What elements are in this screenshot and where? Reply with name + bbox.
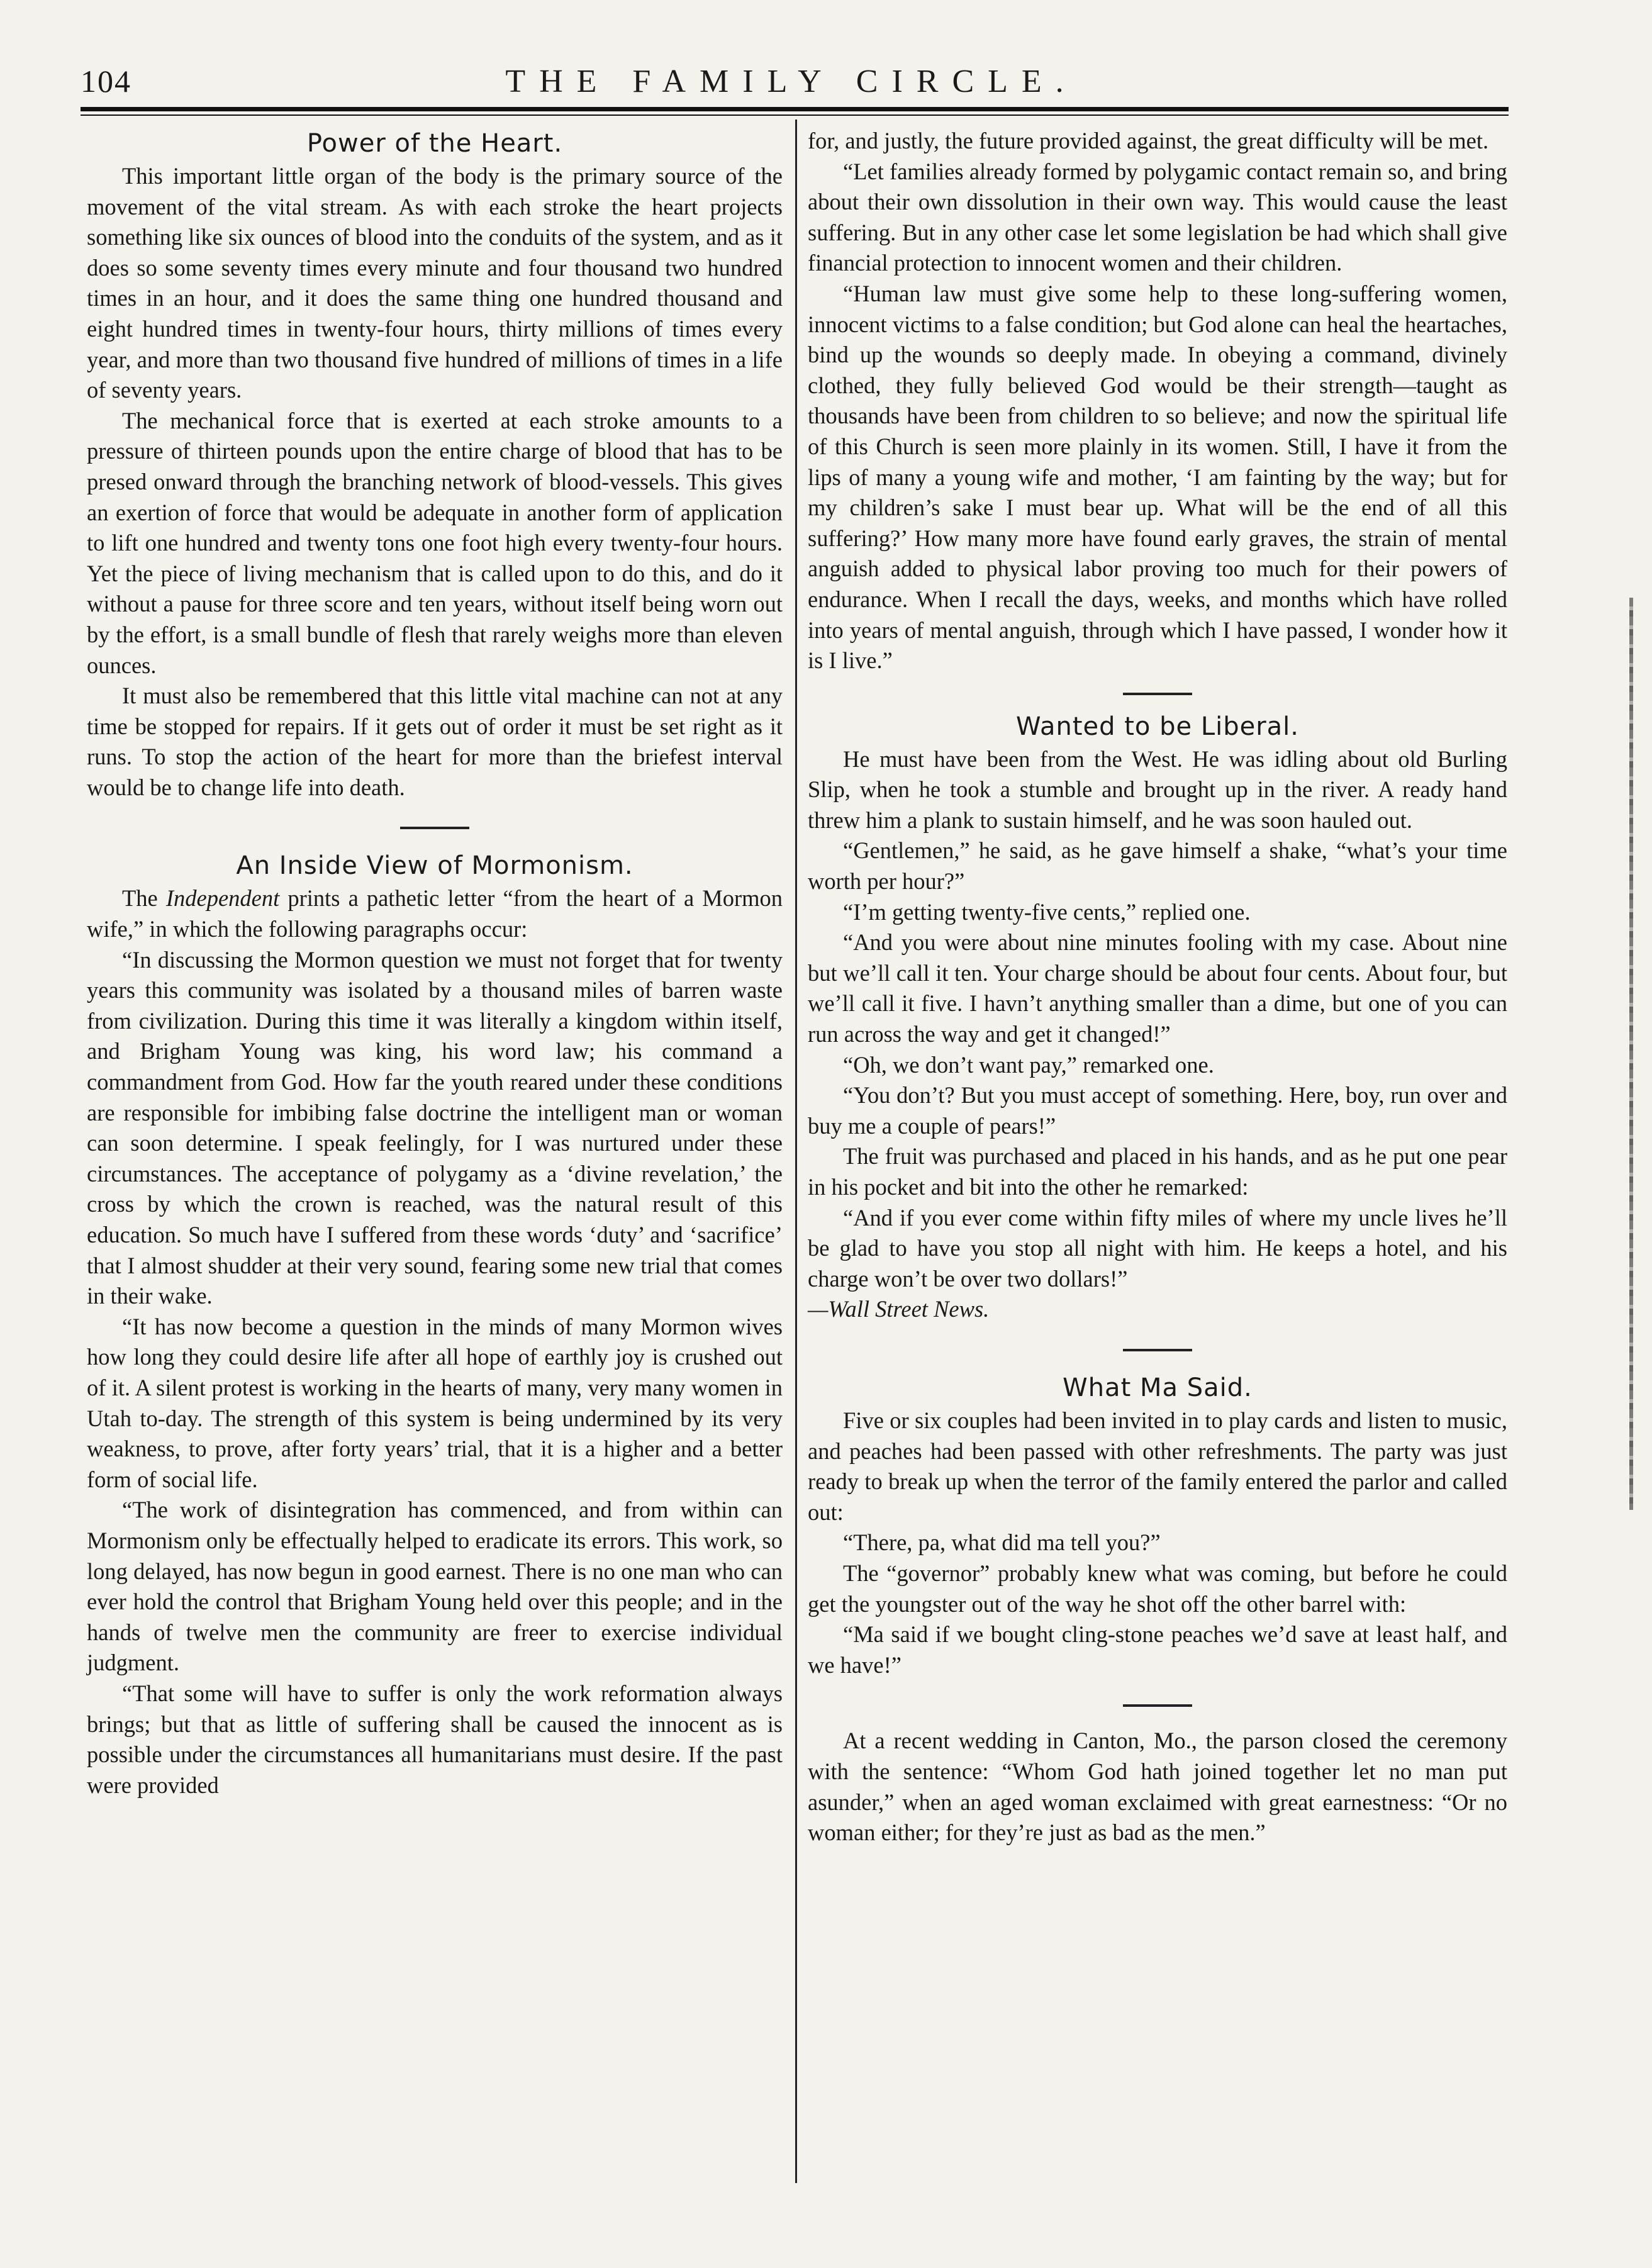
article-title: An Inside View of Mormonism. bbox=[236, 851, 633, 881]
article-paragraph: “Ma said if we bought cling-stone peaches we’d save at least half, and we have!” bbox=[808, 1621, 1507, 1678]
article-paragraph: “There, pa, what did ma tell you?” bbox=[843, 1529, 1161, 1556]
section-separator bbox=[400, 827, 469, 829]
section-separator bbox=[1123, 1349, 1192, 1351]
article-paragraph: At a recent wedding in Canton, Mo., the parson closed the ceremony with the sentence: “Whom God hath joined together let no man put asunder,” when an aged woman exclaimed with great earnestness: “Or no woman either; for they’re just as bad as the men.” bbox=[808, 1728, 1507, 1846]
article-paragraph: “The work of disintegration has commenced, and from within can Mormonism only be effectually helped to eradicate its errors. This work, so long delayed, has now begun in good earnest. There is no one man who can ever hold the control that Brigham Young held over this people; and in the hands of twelve men the community are freer to exercise individual judgment. bbox=[87, 1497, 783, 1676]
margin-scan-artifact bbox=[1629, 598, 1633, 1510]
article-power-of-the-heart bbox=[87, 126, 783, 803]
article-paragraph: “In discussing the Mormon question we must not forget that for twenty years this community was isolated by a thousand miles of barren waste from civilization. During this time it was literally a kingdom within itself, and Brigham Young was king, his word law; his command a commandment from God. How far the youth reared under these conditions are responsible for imbibing false doctrine the intelligent man or woman can soon determine. I speak feelingly, for I was nurtured under these circumstances. The acceptance of polygamy as a ‘divine revelation,’ the cross by which the crown is reached, was the natural result of this education. So much have I suffered from these words ‘duty’ and ‘sacrifice’ that I almost shudder at their very sound, fearing some new trial that comes in their wake. bbox=[87, 946, 783, 1309]
page-header bbox=[81, 63, 1502, 101]
article-paragraph: “Gentlemen,” he said, as he gave himself a shake, “what’s your time worth per hour?” bbox=[808, 837, 1507, 895]
article-inside-view-of-mormonism bbox=[87, 848, 783, 1801]
article-canton-wedding bbox=[808, 1726, 1507, 1848]
article-paragraph: “Let families already formed by polygamic contact remain so, and bring about their own dissolution in their own way. This would cause the least suffering. But in any other case let some legislation be had which shall give financial protection to innocent women and their children. bbox=[808, 158, 1507, 276]
section-separator bbox=[1123, 1704, 1192, 1707]
article-paragraph: The fruit was purchased and placed in his hands, and as he put one pear in his pocket and bit into the other he remarked: bbox=[808, 1143, 1507, 1200]
article-paragraph: “Human law must give some help to these long-suffering women, innocent victims to a false condition; but God alone can heal the heartaches, bind up the wounds so deeply made. In obeying a command, divinely clothed, they fully believed God would be their strength—taught as thousands have been from children to so believe; and now the spiritual life of this Church is seen more plainly in its women. Still, I have it from the lips of many a young wife and mother, ‘I am fainting by the way; but for my children’s sake I must bear up. What will be the end of all this suffering?’ How many more have found early graves, the strain of mental anguish added to physical labor proving too much for their powers of endurance. When I recall the days, weeks, and months which have rolled into years of mental anguish, through which I have passed, I wonder how it is I live.” bbox=[808, 280, 1507, 674]
intro-text: prints a pathetic letter “from the heart of a Mormon wife,” in which the following paragraphs occur: bbox=[87, 885, 783, 942]
article-title: What Ma Said. bbox=[1063, 1373, 1253, 1402]
article-paragraph: for, and justly, the future provided against, the great difficulty will be met. bbox=[808, 128, 1489, 154]
article-paragraph: This important little organ of the body is the primary source of the movement of the vital stream. As with each stroke the heart projects something like six ounces of blood into the conduits of the system, and as it does so some seventy times every minute and four thousand two hundred times in an hour, and it does the same thing one hundred thousand and eight hundred times in twenty-four hours, thirty millions of times every year, and more than two thousand five hundred of millions of times in a life of seventy years. bbox=[87, 163, 783, 403]
header-rule-thin bbox=[81, 115, 1509, 116]
article-paragraph: “It has now become a question in the minds of many Mormon wives how long they could desire life after all hope of earthly joy is crushed out of it. A silent protest is working in the hearts of many, very many women in Utah to-day. The strength of this system is being undermined by its very weakness, to prove, after forty years’ trial, that it is a higher and a better form of social life. bbox=[87, 1313, 783, 1492]
left-column bbox=[87, 126, 783, 1801]
header-rule bbox=[81, 107, 1509, 111]
article-paragraph: Five or six couples had been invited in to play cards and listen to music, and peaches had been passed with other refreshments. The party was just ready to break up when the terror of the family entered the parlor and called out: bbox=[808, 1407, 1507, 1525]
article-paragraph: “You don’t? But you must accept of something. Here, boy, run over and buy me a couple of pears!” bbox=[808, 1082, 1507, 1139]
article-paragraph: “That some will have to suffer is only the work reformation always brings; but that as little of suffering shall be caused the innocent as is possible under the circumstances all humanitarians must desire. If the past were provided bbox=[87, 1680, 783, 1798]
page-number: 104 bbox=[81, 64, 131, 99]
article-paragraph: It must also be remembered that this little vital machine can not at any time be stopped for repairs. If it gets out of order it must be set right as it runs. To stop the action of the heart for more than the briefest interval would be to change life into death. bbox=[87, 683, 783, 800]
article-mormonism-continued bbox=[808, 126, 1507, 676]
article-wanted-to-be-liberal bbox=[808, 709, 1507, 1325]
article-intro bbox=[87, 883, 783, 944]
article-paragraph: He must have been from the West. He was idling about old Burling Slip, when he took a stumble and brought up in the river. A ready hand threw him a plank to sustain himself, and he was soon hauled out. bbox=[808, 746, 1507, 833]
article-source: —Wall Street News. bbox=[808, 1296, 990, 1322]
article-paragraph: “Oh, we don’t want pay,” remarked one. bbox=[843, 1051, 1214, 1078]
article-title: Power of the Heart. bbox=[306, 129, 563, 158]
article-paragraph: The “governor” probably knew what was coming, but before he could get the youngster out of the way he shot off the other barrel with: bbox=[808, 1560, 1507, 1617]
right-column bbox=[808, 126, 1507, 1848]
article-paragraph: “And you were about nine minutes fooling with my case. About nine but we’ll call it ten. Your charge should be about four cents. About four, but we’ll call it five. I havn’t anything smaller than a dime, but one of you can run across the way and get it changed!” bbox=[808, 929, 1507, 1047]
article-paragraph: The mechanical force that is exerted at each stroke amounts to a pressure of thirteen pounds upon the entire charge of blood that has to be presed onward through the branching network of blood-vessels. This gives an exertion of force that would be adequate in another form of application to lift one hundred and twenty tons one foot high every twenty-four hours. Yet the piece of living mechanism that is called upon to do this, and do it without a pause for three score and ten years, without itself being worn out by the effort, is a small bundle of flesh that rarely weighs more than eleven ounces. bbox=[87, 407, 783, 678]
column-divider bbox=[795, 120, 797, 2183]
section-separator bbox=[1123, 693, 1192, 695]
article-paragraph: “I’m getting twenty-five cents,” replied one. bbox=[843, 898, 1251, 925]
running-head: THE FAMILY CIRCLE. bbox=[505, 64, 1078, 99]
article-what-ma-said bbox=[808, 1370, 1507, 1680]
intro-text: The bbox=[122, 885, 166, 912]
article-title: Wanted to be Liberal. bbox=[1015, 712, 1300, 741]
publication-name: Independent bbox=[165, 885, 280, 912]
article-paragraph: “And if you ever come within fifty miles of where my uncle lives he’ll be glad to have you stop all night with him. He keeps a hotel, and his charge won’t be over two dollars!” bbox=[808, 1204, 1507, 1292]
